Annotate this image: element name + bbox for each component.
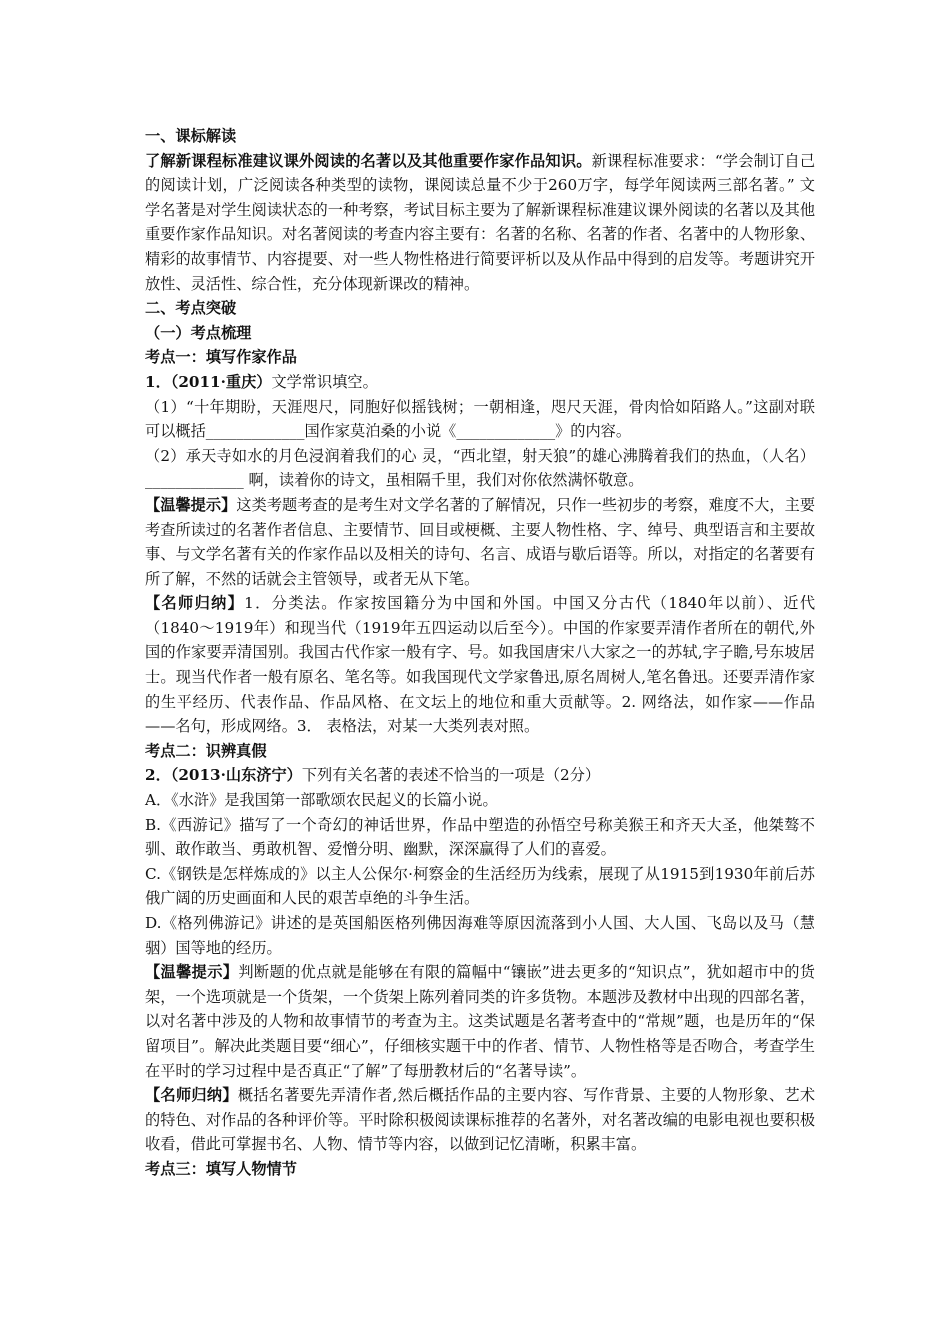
option-b: B.《西游记》描写了一个奇幻的神话世界，作品中塑造的孙悟空号称美猴王和齐天大圣，他桀骜不驯、敢作敢当、勇敢机智、爱憎分明、幽默，深深赢得了人们的喜爱。 xyxy=(145,815,815,859)
tip-label: 【温馨提示】 xyxy=(145,495,237,514)
question-1-number: 1．（2011·重庆） xyxy=(145,372,272,391)
question-1 xyxy=(145,370,815,395)
point-three-title: 考点三：填写人物情节 xyxy=(145,1159,297,1178)
intro-rest: 新课程标准要求：“学会制订自己的阅读计划，广泛阅读各种类型的读物，课阅读总量不少于260万字，每学年阅读两三部名著。” 文学名著是对学生阅读状态的一种考察，考试目标主要为了解新课程标准建议课外阅读的名著以及其他重要作家作品知识。对名著阅读的考查内容主要有：名著的名称、名著的作者、名著中的人物形象、精彩的故事情节、内容提要、对一些人物性格进行简要评析以及从作品中得到的启发等。考题讲究开放性、灵活性、综合性，充分体现新课改的精神。 xyxy=(145,151,816,293)
question-2-text: 下列有关名著的表述不恰当的一项是（2分） xyxy=(301,766,601,785)
point-two-title: 考点二：识辨真假 xyxy=(145,741,267,760)
tip-text-2: 判断题的优点就是能够在有限的篇幅中“镶嵌”进去更多的“知识点”，犹如超市中的货架，一个选项就是一个货架，一个货架上陈列着同类的许多货物。本题涉及教材中出现的四部名著，以对名著中涉及的人物和故事情节的考查为主。这类试题是名著考查中的“常规”题，也是历年的“保留项目”。解决此类题目要“细心”，仔细核实题干中的作者、情节、人物性格等是否吻合，考查学生在平时的学习过程中是否真正“了解”了每册教材后的“名著导读”。 xyxy=(145,963,815,1080)
heading-standards: 一、课标解读 xyxy=(145,127,237,145)
option-c: C.《钢铁是怎样炼成的》以主人公保尔·柯察金的生活经历为线索，展现了从1915到1930年前后苏俄广阔的历史画面和人民的艰苦卓绝的斗争生活。 xyxy=(145,864,815,908)
question-2 xyxy=(145,763,815,788)
tip-text-1: 这类考题考查的是考生对文学名著的了解情况，只作一些初步的考察，难度不大，主要考查所读过的名著作者信息、主要情节、回目或梗概、主要人物性格、字、绰号、典型语言和主要故事、与文学名著有关的作家作品以及相关的诗句、名言、成语与歇后语等。所以，对指定的名著要有所了解，不然的话就会主管领导，或者无从下笔。 xyxy=(145,495,816,588)
question-1-part-2: （2）承天寺如水的月色浸润着我们的心 灵，“西北望，射天狼”的雄心沸腾着我们的热血，（人名）_____________ 啊，读着你的诗文，虽相隔千里，我们对你依然满怀敬意。 xyxy=(145,446,815,490)
question-2-number: 2．（2013·山东济宁） xyxy=(145,766,302,785)
summary-label: 【名师归纳】 xyxy=(145,1086,238,1105)
summary-paragraph-2 xyxy=(145,1083,815,1157)
summary-text-1: 1．分类法。作家按国籍分为中国和外国。中国又分古代（1840年以前）、近代（1840～1919年）和现当代（1919年五四运动以后至今）。中国的作家要弄清作者所在的朝代,外国的作家要弄清国别。我国古代作家一般有字、号。如我国唐宋八大家之一的苏轼,字子瞻,号东坡居士。现当代作者一般有原名、笔名等。如我国现代文学家鲁迅,原名周树人,笔名鲁迅。还要弄清作家的生平经历、代表作品、作品风格、在文坛上的地位和重大贡献等。2. 网络法，如作家——作品——名句，形成网络。3． 表格法，对某一大类列表对照。 xyxy=(145,594,816,736)
heading-sorting: （一）考点梳理 xyxy=(145,323,252,342)
tip-label: 【温馨提示】 xyxy=(145,963,239,982)
question-1-part-1: （1）“十年期盼，天涯咫尺，同胞好似摇钱树；一朝相逢，咫尺天涯，骨肉恰如陌路人。”这副对联可以概括_____________国作家莫泊桑的小说《_____________》的内容。 xyxy=(145,397,815,441)
option-d: D.《格列佛游记》讲述的是英国船医格列佛因海难等原因流落到小人国、大人国、飞岛以及马（慧骃）国等地的经历。 xyxy=(145,914,815,957)
point-one-title: 考点一：填写作家作品 xyxy=(145,348,297,367)
question-1-text: 文学常识填空。 xyxy=(271,372,378,391)
summary-text-2: 概括名著要先弄清作者,然后概括作品的主要内容、写作背景、主要的人物形象、艺术的特色、对作品的各种评价等。平时除积极阅读课标推荐的名著外，对名著改编的电影电视也要积极收看，借此可掌握书名、人物、情节等内容，以做到记忆清晰，积累丰富。 xyxy=(145,1086,816,1154)
summary-paragraph-1 xyxy=(145,591,815,739)
intro-paragraph xyxy=(145,149,815,297)
tip-paragraph-1 xyxy=(145,493,815,591)
heading-breakthrough: 二、考点突破 xyxy=(145,299,237,318)
summary-label: 【名师归纳】 xyxy=(145,594,245,613)
tip-paragraph-2 xyxy=(145,960,815,1083)
option-a: A．《水浒》是我国第一部歌颂农民起义的长篇小说。 xyxy=(145,791,498,810)
intro-bold: 了解新课程标准建议课外阅读的名著以及其他重要作家作品知识。 xyxy=(145,151,592,170)
document-page xyxy=(145,124,815,1182)
